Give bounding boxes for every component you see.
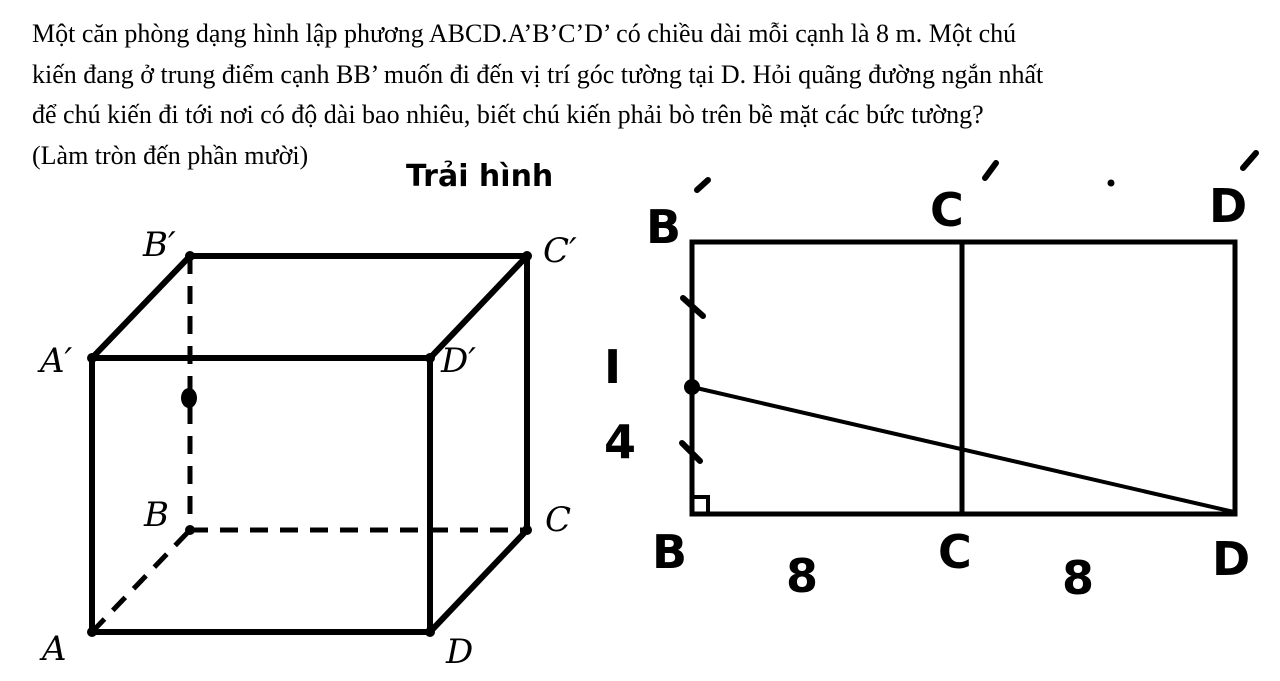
net-label-d: D: [1212, 532, 1251, 586]
net-face-left: [692, 242, 962, 514]
point-i-marker: [684, 379, 700, 395]
label-c: C: [545, 500, 572, 540]
vertex-c: [522, 525, 532, 535]
problem-line: kiến đang ở trung điểm cạnh BB’ muốn đi đến vị trí góc tường tại D. Hỏi quãng đường ngắn nhất: [32, 59, 1044, 89]
net-label-b-prime: B: [646, 200, 682, 254]
prime-stroke: [1243, 153, 1256, 168]
net-label-i: I: [604, 340, 622, 394]
ant-midpoint-marker: [181, 388, 197, 408]
problem-line: Một căn phòng dạng hình lập phương ABCD.A’B’C’D’ có chiều dài mỗi cạnh là 8 m. Một chú: [32, 19, 1017, 48]
edge-a1-b1: [92, 256, 190, 358]
cube-diagram: [37, 225, 577, 672]
prime-stroke: [697, 180, 708, 190]
label-b-prime: B′: [143, 225, 176, 265]
right-angle-mark: [694, 497, 708, 512]
vertex-c1: [522, 251, 532, 261]
stray-dot: [1108, 180, 1115, 187]
edge-d-c: [430, 530, 527, 632]
problem-line: để chú kiến đi tới nơi có độ dài bao nhiêu, biết chú kiến phải bò trên bề mặt các bức tường?: [32, 100, 984, 129]
label-a-prime: A′: [40, 341, 73, 381]
label-b: B: [144, 495, 169, 535]
label-c-prime: C′: [543, 231, 577, 271]
net-label-b: B: [652, 525, 688, 579]
vertex-d: [425, 627, 435, 637]
vertex-b1: [185, 251, 195, 261]
label-d: D: [446, 632, 474, 672]
net-label-c: C: [938, 525, 972, 579]
net-label-bc-length: 8: [786, 549, 819, 603]
net-face-right: [962, 242, 1235, 514]
problem-line: (Làm tròn đến phần mười): [32, 140, 309, 170]
label-a: A: [42, 629, 67, 669]
label-d-prime: D′: [441, 341, 476, 381]
vertex-b: [185, 525, 195, 535]
vertex-a1: [87, 353, 97, 363]
net-label-d-prime: D: [1209, 179, 1248, 233]
hidden-edge-a-b: [92, 530, 190, 632]
net-diagram: [604, 153, 1256, 605]
prime-stroke: [985, 163, 996, 178]
net-label-c-prime: C: [930, 183, 964, 237]
unfold-title: Trải hình: [406, 159, 554, 194]
net-label-cd-length: 8: [1062, 551, 1095, 605]
vertex-a: [87, 627, 97, 637]
vertex-d1: [425, 353, 435, 363]
net-label-half-edge: 4: [604, 415, 637, 469]
